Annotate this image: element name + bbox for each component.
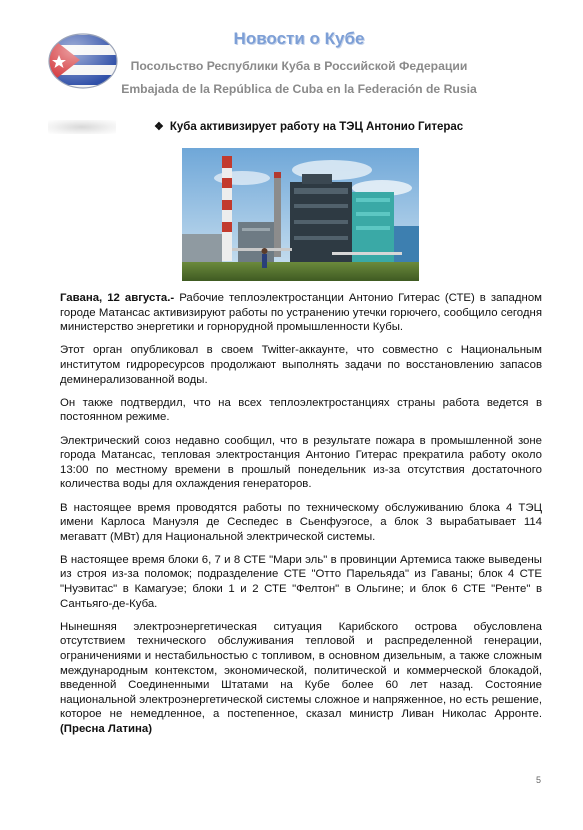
headline-text: Куба активизирует работу на ТЭЦ Антонио Гитерас: [169, 121, 464, 133]
article-paragraph: Он также подтвердил, что на всех теплоэлектростанциях страны работа ведется в постоянном режиме.: [60, 396, 542, 424]
masthead-embassy-ru: Посольство Республики Куба в Российской Федерации: [130, 59, 468, 73]
article-paragraph: Этот орган опубликовал в своем Twitter-аккаунте, что совместно с Национальным институтом гидроресурсов продолжают выполнять задачи по восстановлению запасов деминерализованной воды.: [60, 344, 542, 386]
article-body: [60, 291, 542, 745]
article-source: (Пресна Латина): [60, 723, 153, 735]
article-last-paragraph: [60, 620, 542, 737]
article-paragraph: Электрический союз недавно сообщил, что в результате пожара в промышленной зоне города Матансас, тепловая электростанция Антонио Гитерас прекратила работу около 13:00 по местному времени в прошлый понедельник из-за отсутствия достаточного количества воды для охлаждения генераторов.: [60, 434, 542, 491]
article-lead-paragraph: [60, 291, 542, 335]
masthead-embassy-es: Embajada de la República de Cuba en la Federación de Rusia: [121, 82, 477, 96]
page-number: 5: [536, 775, 542, 785]
article-paragraph: В настоящее время блоки 6, 7 и 8 СТЕ "Мари эль" в провинции Артемиса также выведены из строя из-за поломок; подразделение СТЕ "Отто Парельяда" из Гаваны; блок 4 СТЕ "Нуэвитас" в Камагуэе; блоки 1 и 2 СТЕ "Фелтон" в Ольгине; и блок 6 СТЕ "Ренте" в Сантьяго-де-Куба.: [60, 553, 542, 610]
masthead-title: Новости о Кубе: [233, 29, 365, 48]
article-dateline: Гавана, 12 августа.-: [60, 292, 175, 304]
article-last-text: Нынешняя электроэнергетическая ситуация Карибского острова обусловлена отсутствием технического обслуживания тепловой и распределенной генерации, ограничениями и нестабильностью с топливом, в основном дизельным, а также сложным международным контекстом, экономической, политической и коммерческой блокадой, введенной Соединенными Штатами на Кубе более 60 лет назад. Состояние национальной электроэнергетической системы сложное и напряженное, но есть решение, которое не немедленное, а постепенное, сказал министр Ливан Николас Арронте.: [60, 620, 542, 721]
article-photo: [182, 148, 419, 281]
article-lead-text: Рабочие теплоэлектростанции Антонио Гитерас (СТЕ) в западном городе Матансас активизируют работы по устранению утечки горючего, сообщило сегодня министерство энергетики и горнорудной промышленности Кубы.: [60, 292, 542, 334]
diamond-bullet-icon: ❖: [154, 121, 164, 133]
article-paragraph: В настоящее время проводятся работы по техническому обслуживанию блока 4 ТЭЦ имени Карлоса Мануэля де Сеспедес в Сьенфуэгосе, а блок 3 вырабатывает 114 мегаватт (МВт) для Национальной электрической системы.: [60, 501, 542, 543]
decorative-blur: [48, 120, 116, 134]
article-headline: [154, 120, 463, 133]
